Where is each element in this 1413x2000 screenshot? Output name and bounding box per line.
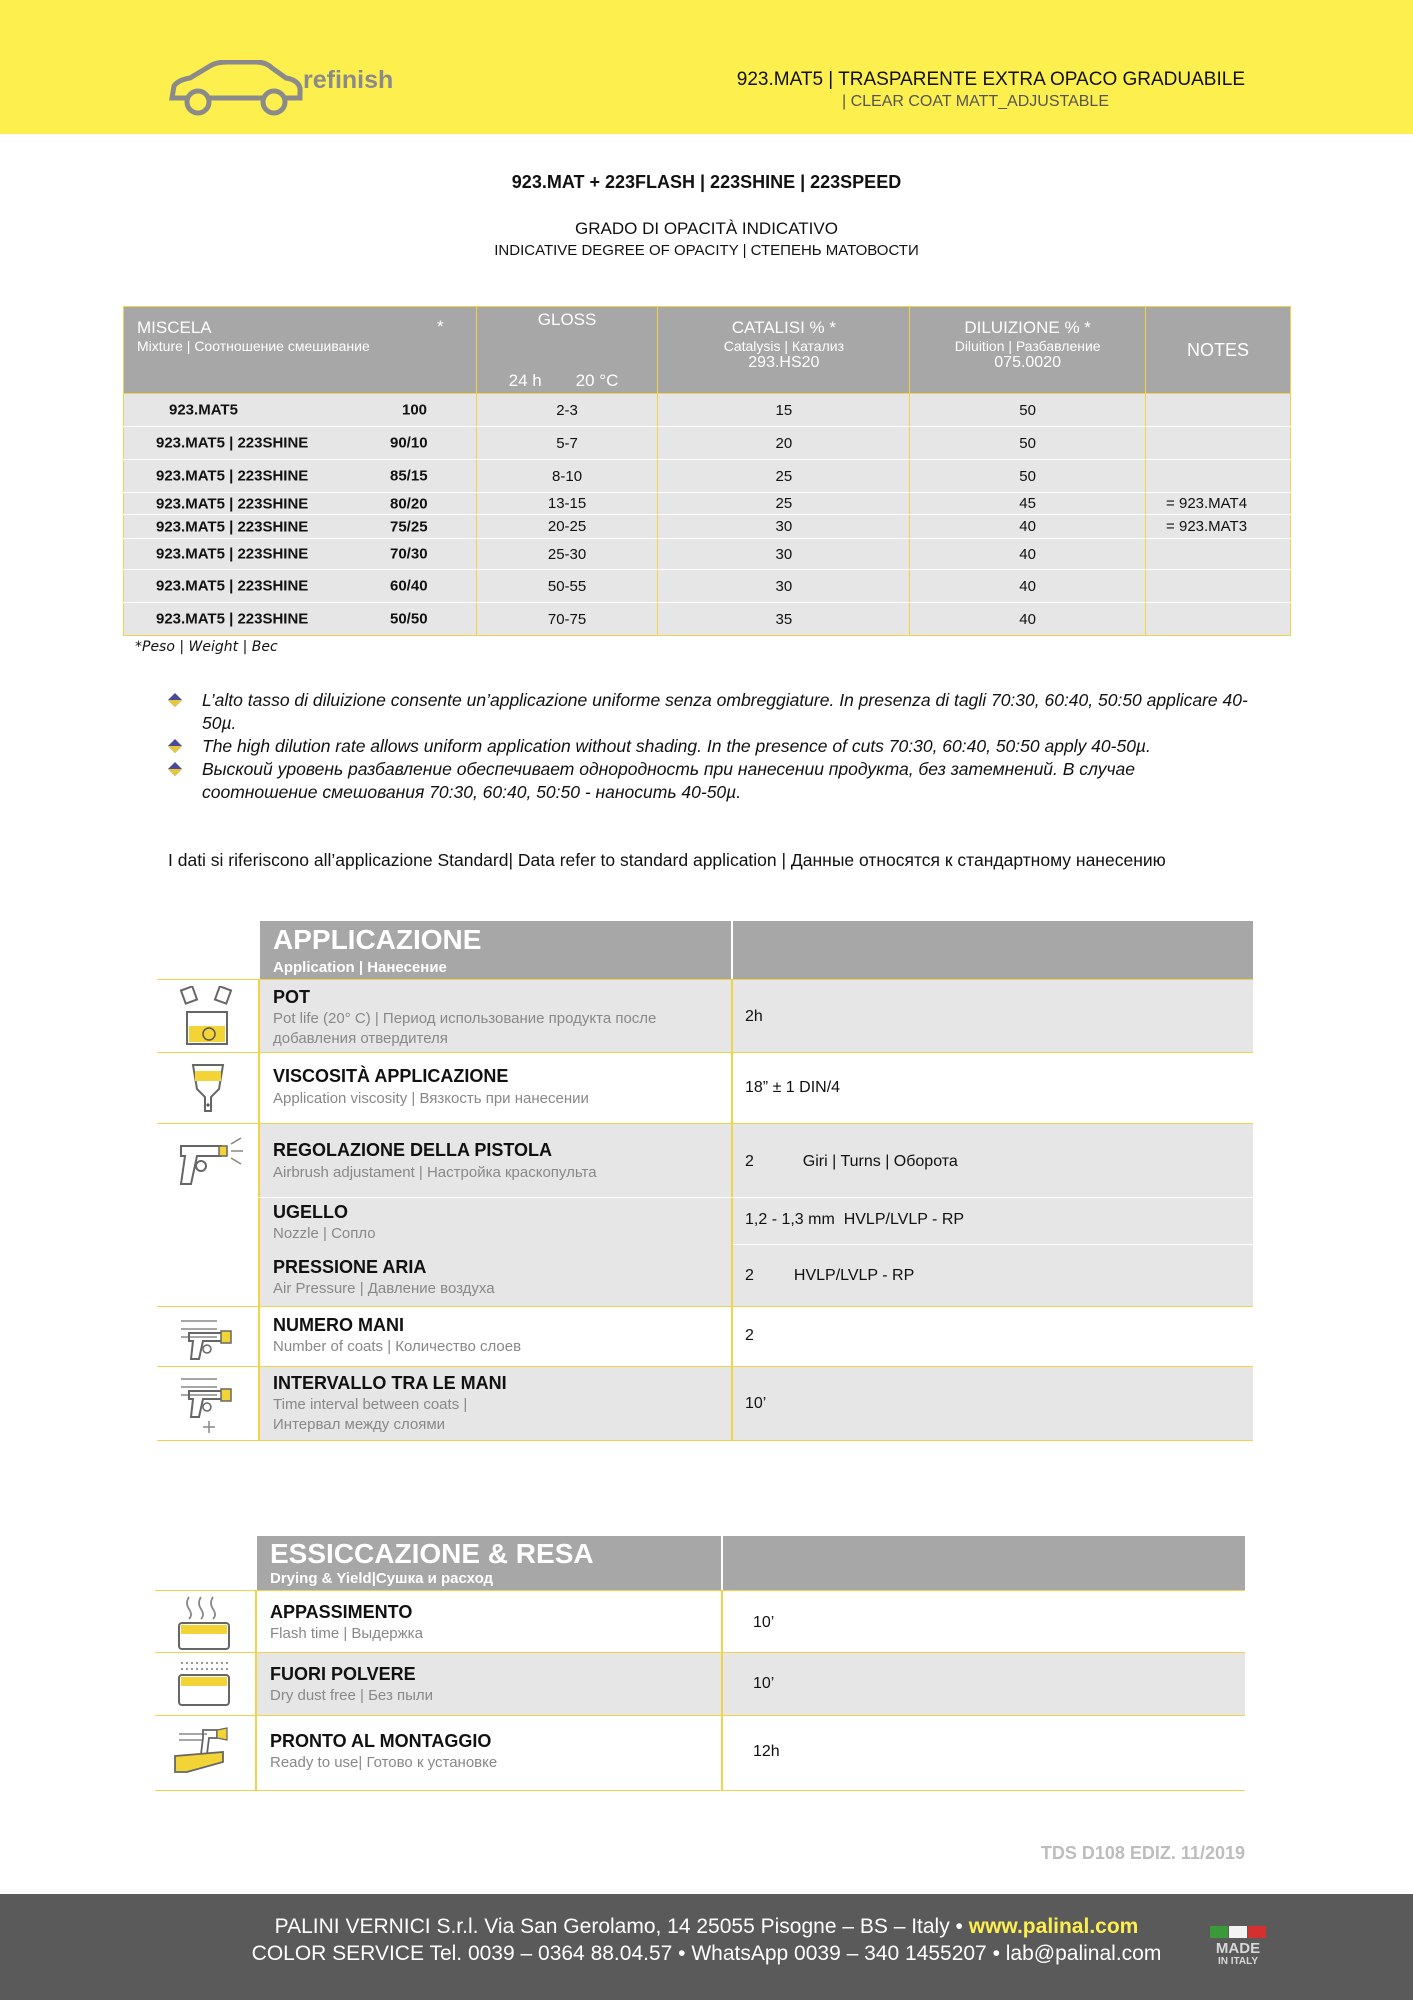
flash-time-row — [155, 1590, 1245, 1653]
bullet-icon — [168, 762, 182, 776]
interval-value: 10’ — [745, 1395, 767, 1412]
col-catalysis-header: CATALISI % * Catalysis | Катализ 293.HS20 — [658, 307, 910, 394]
table-row: 923.MAT5 | 223SHINE 85/15 8-10 25 50 — [124, 460, 1291, 493]
coats-row — [157, 1307, 1253, 1367]
table-row: 923.MAT5 | 223SHINE 75/25 20-25 30 40 = 923.MAT3 — [124, 515, 1291, 539]
flash-time-value: 10’ — [753, 1614, 775, 1631]
air-pressure-row — [157, 1245, 1253, 1307]
gun-adjustment-row — [157, 1124, 1253, 1198]
viscosity-value: 18” ± 1 DIN/4 — [745, 1079, 841, 1096]
table-row: 923.MAT5 | 223SHINE 50/50 70-75 35 40 — [124, 603, 1291, 636]
nozzle-label: UGELLO — [273, 1202, 348, 1222]
application-section — [157, 921, 1253, 1441]
table-row: 923.MAT5 | 223SHINE 90/10 5-7 20 50 — [124, 427, 1291, 460]
nozzle-row — [157, 1198, 1253, 1245]
table-row: 923.MAT5 | 223SHINE 70/30 25-30 30 40 — [124, 539, 1291, 570]
air-pressure-label: PRESSIONE ARIA — [273, 1257, 427, 1277]
viscosity-cup-icon — [189, 1061, 227, 1116]
interval-sublabel: Time interval between coats | Интервал между слоями — [273, 1396, 468, 1433]
interval-label: INTERVALLO TRA LE MANI — [273, 1373, 507, 1393]
flash-time-sublabel: Flash time | Выдержка — [270, 1625, 423, 1642]
viscosity-label: VISCOSITÀ APPLICAZIONE — [273, 1066, 509, 1086]
spray-gun-icon — [175, 1134, 245, 1188]
list-item: L’alto tasso di diluizione consente un’applicazione uniforme senza ombreggiature. In presenza di tagli 70:30, 60:40, 50:50 applicare 40-50µ. — [168, 689, 1248, 735]
col-dilution-header: DILUIZIONE % * Diluition | Разбавление 075.0020 — [910, 307, 1146, 394]
table-row: 923.MAT5 | 223SHINE 60/40 50-55 30 40 — [124, 570, 1291, 603]
dust-free-icon — [175, 1659, 235, 1711]
contact-line: COLOR SERVICE Tel. 0039 – 0364 88.04.57 • WhatsApp 0039 – 340 1455207 • lab@palinal.com — [251, 1942, 1162, 1965]
ready-label: PRONTO AL MONTAGGIO — [270, 1731, 492, 1751]
gun-adjustment-value: 2 Giri | Turns | Оборота — [745, 1153, 958, 1170]
ready-row — [155, 1716, 1245, 1791]
ready-value: 12h — [753, 1743, 780, 1760]
nozzle-value: 1,2 - 1,3 mm HVLP/LVLP - RP — [745, 1211, 965, 1228]
notes-list — [168, 689, 1248, 804]
tds-code: TDS D108 EDIZ. 11/2019 — [1040, 1843, 1245, 1863]
air-pressure-value: 2 HVLP/LVLP - RP — [745, 1267, 915, 1284]
col-notes-header: NOTES — [1146, 307, 1291, 394]
weight-note: *Peso | Weight | Bec — [135, 639, 278, 655]
interval-row — [157, 1367, 1253, 1441]
opacity-table — [123, 306, 1291, 636]
company-address: PALINI VERNICI S.r.l. Via San Gerolamo, 14 25055 Pisogne – BS – Italy • www.palinal.com — [274, 1915, 1139, 1938]
coats-icon — [179, 1315, 241, 1361]
coats-label: NUMERO MANI — [273, 1315, 404, 1335]
list-item: Выскоий уровень разбавление обеспечивает однородность при нанесении продукта, без затемнений. В случае соотношение смешования 70:30, 60:40, 50:50 - наносить 40-50µ. — [168, 758, 1248, 804]
gun-adjustment-sublabel: Airbrush adjustament | Настройка краскопульта — [273, 1164, 597, 1181]
product-subtitle: | CLEAR COAT MATT_ADJUSTABLE — [841, 93, 1109, 110]
table-row: 923.MAT5 100 2-3 15 50 — [124, 394, 1291, 427]
dust-free-sublabel: Dry dust free | Без пыли — [270, 1687, 434, 1704]
logo-text: refinish — [303, 66, 394, 94]
gun-adjustment-label: REGOLAZIONE DELLA PISTOLA — [273, 1140, 553, 1160]
col-mix-header: MISCELA * Mixture | Соотношение смешивание — [124, 307, 477, 394]
viscosity-sublabel: Application viscosity | Вязкость при нанесении — [273, 1090, 589, 1107]
pot-icon — [179, 986, 237, 1048]
drying-header: ESSICCAZIONE & RESA Drying & Yield|Сушка и расход — [257, 1536, 723, 1590]
dust-free-row — [155, 1653, 1245, 1716]
nozzle-sublabel: Nozzle | Сопло — [273, 1225, 376, 1242]
application-header: APPLICAZIONE Application | Нанесение — [260, 921, 733, 979]
dust-free-label: FUORI POLVERE — [270, 1664, 416, 1684]
coats-sublabel: Number of coats | Количество слоев — [273, 1338, 522, 1355]
mix-heading: 923.MAT + 223FLASH | 223SHINE | 223SPEED — [511, 172, 902, 192]
air-pressure-sublabel: Air Pressure | Давление воздуха — [273, 1280, 495, 1297]
pot-value: 2h — [745, 1008, 763, 1025]
product-title: 923.MAT5 | TRASPARENTE EXTRA OPACO GRADUABILE — [736, 69, 1245, 90]
pot-label: POT — [273, 987, 311, 1007]
data-reference-note: I dati si riferiscono all’applicazione Standard| Data refer to standard application | Данные относятся к стандартному нанесению — [168, 850, 1166, 870]
flash-time-icon — [175, 1595, 235, 1651]
website-link[interactable]: www.palinal.com — [968, 1915, 1139, 1938]
drying-section — [155, 1536, 1245, 1791]
opacity-heading: GRADO DI OPACITÀ INDICATIVO — [575, 219, 838, 238]
dust-free-value: 10’ — [753, 1675, 775, 1692]
opacity-subheading: INDICATIVE DEGREE OF OPACITY | СТЕПЕНЬ МАТОВОСТИ — [494, 242, 919, 259]
col-gloss-header: GLOSS 24 h 20 °C — [476, 307, 658, 394]
ready-sublabel: Ready to use| Готово к установке — [270, 1754, 498, 1771]
bullet-icon — [168, 739, 182, 753]
bullet-icon — [168, 693, 182, 707]
coats-value: 2 — [745, 1327, 754, 1344]
pot-sublabel: Pot life (20° C) | Период использование продукта после добавления отвердителя — [273, 1010, 657, 1047]
table-row: 923.MAT5 | 223SHINE 80/20 13-15 25 45 = 923.MAT4 — [124, 493, 1291, 515]
list-item: The high dilution rate allows uniform application without shading. In the presence of cuts 70:30, 60:40, 50:50 apply 40-50µ. — [168, 735, 1248, 758]
pot-row — [157, 979, 1253, 1053]
ready-icon — [173, 1726, 237, 1778]
flash-time-label: APPASSIMENTO — [270, 1602, 413, 1622]
italy-flag-icon — [1208, 1924, 1268, 1940]
made-in-italy-badge: MADE IN ITALY — [1215, 1940, 1261, 1967]
viscosity-row — [157, 1053, 1253, 1124]
interval-icon — [179, 1373, 241, 1435]
